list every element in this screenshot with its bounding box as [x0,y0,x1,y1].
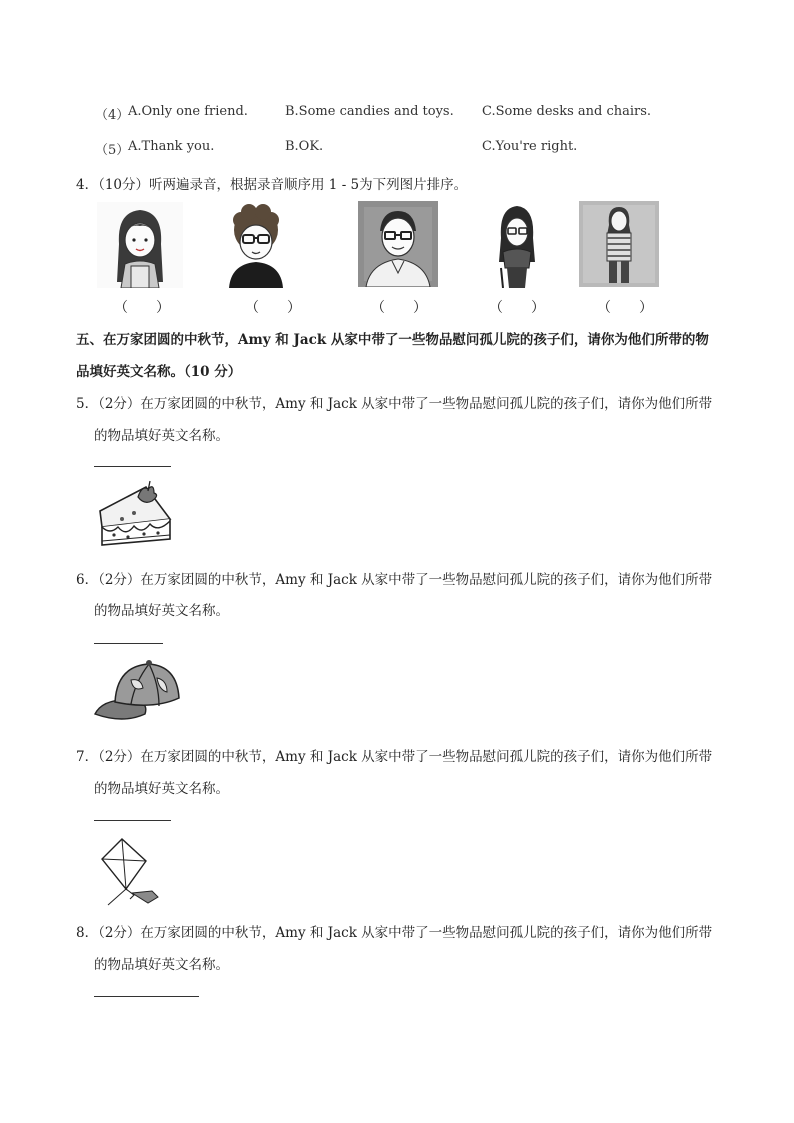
q3-row5-option-c: C.You're right. [482,139,578,154]
picture-4-answer-blank[interactable]: （ ） [489,300,545,316]
q3-row5-option-a: A.Thank you. [128,139,215,154]
cake-icon [94,479,176,551]
item-6-answer-blank[interactable] [94,643,163,644]
cap-icon [93,658,183,726]
section-5-heading-line2: 品填好英文名称。（10 分） [76,364,242,380]
item-6-question-line2: 的物品填好英文名称。 [94,603,229,619]
woman-in-striped-sweater-icon [579,201,659,287]
q3-row4-number: （4） [95,108,130,123]
item-8-answer-blank[interactable] [94,996,199,997]
picture-2-answer-blank[interactable]: （ ） [245,300,301,316]
item-7-question-line1: 7．（2分）在万家团圆的中秋节，Amy 和 Jack 从家中带了一些物品慰问孤儿院的孩子们，请你为他们所带 [76,749,713,765]
q3-row4-option-c: C.Some desks and chairs. [482,104,652,119]
kite-icon [96,835,168,907]
picture-3-answer-blank[interactable]: （ ） [371,300,427,316]
item-5-answer-blank[interactable] [94,466,171,467]
item-5-question-line2: 的物品填好英文名称。 [94,428,229,444]
section-5-heading-line1: 五、在万家团圆的中秋节，Amy 和 Jack 从家中带了一些物品慰问孤儿院的孩子们，请你为他们所带的物 [76,332,709,348]
q3-row4-option-a: A.Only one friend. [128,104,248,119]
item-7-question-line2: 的物品填好英文名称。 [94,781,229,797]
item-7-answer-blank[interactable] [94,820,171,821]
man-with-glasses-icon [358,201,438,287]
picture-5-answer-blank[interactable]: （ ） [597,300,653,316]
q3-row5-number: （5） [95,143,130,158]
q3-row4-option-b: B.Some candies and toys. [285,104,454,119]
girl-with-scarf-icon [493,202,539,288]
picture-1-answer-blank[interactable]: （ ） [114,300,170,316]
q3-row5-option-b: B.OK. [285,139,324,154]
item-6-question-line1: 6．（2分）在万家团圆的中秋节，Amy 和 Jack 从家中带了一些物品慰问孤儿院的孩子们，请你为他们所带 [76,572,713,588]
girl-with-long-hair-icon [97,202,183,288]
q4-instruction: 4．（10分）听两遍录音，根据录音顺序用 1 - 5为下列图片排序。 [76,177,468,193]
item-5-question-line1: 5．（2分）在万家团圆的中秋节，Amy 和 Jack 从家中带了一些物品慰问孤儿院的孩子们，请你为他们所带 [76,396,713,412]
boy-with-glasses-icon [225,202,287,288]
item-8-question-line2: 的物品填好英文名称。 [94,957,229,973]
item-8-question-line1: 8．（2分）在万家团圆的中秋节，Amy 和 Jack 从家中带了一些物品慰问孤儿院的孩子们，请你为他们所带 [76,925,713,941]
